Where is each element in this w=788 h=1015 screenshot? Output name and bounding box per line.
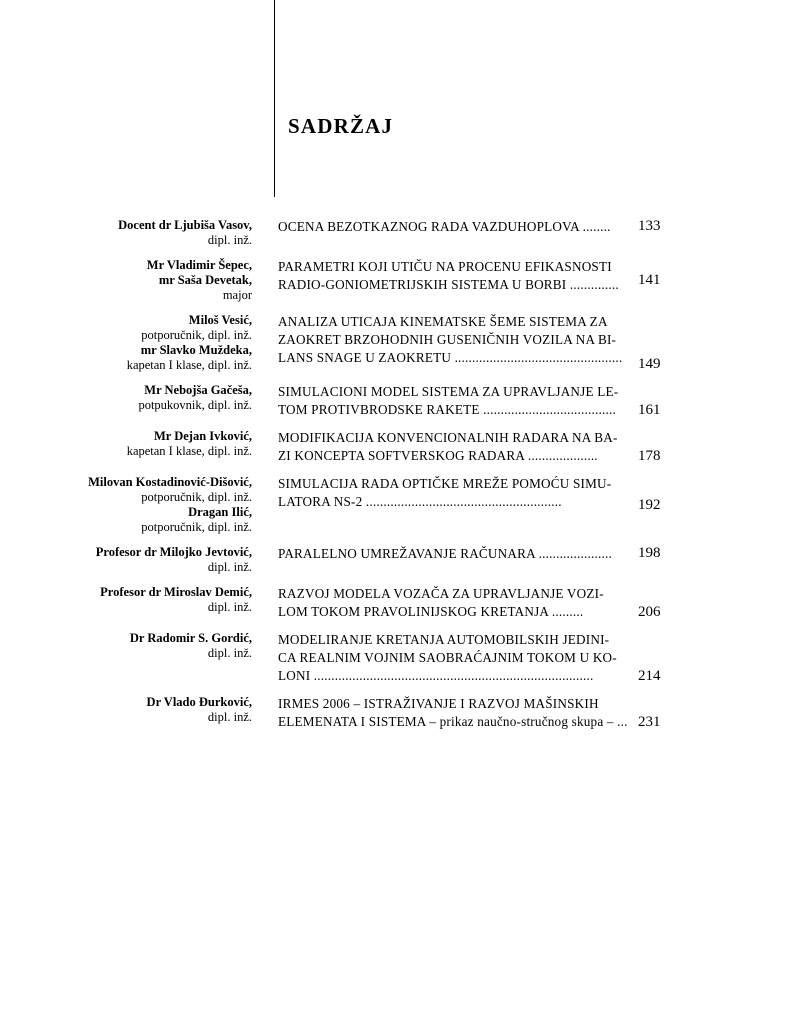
entry-page-number: 141 [638,272,661,288]
entry-authors [0,313,262,373]
entry-title-line: OCENA BEZOTKAZNOG RADA VAZDUHOPLOVA ........ [278,219,611,234]
entry-title-line: ZI KONCEPTA SOFTVERSKOG RADARA .................... [278,448,598,463]
toc-entry [0,313,788,373]
author-line: dipl. inž. [207,560,252,574]
author-line: Profesor dr Milojko Jevtović, [95,545,252,559]
entry-title-line: ANALIZA UTICAJA KINEMATSKE ŠEME SISTEMA ZA [278,314,608,329]
author-line: Profesor dr Miroslav Demić, [100,585,252,599]
entry-title [262,429,630,465]
entry-title [262,585,630,621]
entry-page-number: 214 [638,668,661,684]
entry-title-line: ELEMENATA I SISTEMA – prikaz naučno-stručnog skupa – ... [278,714,628,729]
author-line: potporučnik, dipl. inž. [141,520,252,534]
entry-title-line: ZAOKRET BRZOHODNIH GUSENIČNIH VOZILA NA BI- [278,332,617,347]
entry-page-number: 192 [638,496,661,513]
author-line: potporučnik, dipl. inž. [141,328,252,342]
entry-authors [0,429,262,459]
entry-title-line: LOM TOKOM PRAVOLINIJSKOG KRETANJA ......... [278,604,584,619]
entry-title-line: PARAMETRI KOJI UTIČU NA PROCENU EFIKASNOSTI [278,259,612,274]
entry-authors [0,218,262,248]
entry-title-line: CA REALNIM VOJNIM SAOBRAĆAJNIM TOKOM U KO- [278,650,617,665]
entry-title-line: RADIO-GONIOMETRIJSKIH SISTEMA U BORBI .............. [278,277,619,292]
entry-title-line: MODIFIKACIJA KONVENCIONALNIH RADARA NA BA- [278,430,618,445]
author-line: kapetan I klase, dipl. inž. [126,358,252,372]
author-line: dipl. inž. [207,710,252,724]
page-title: SADRŽAJ [288,114,394,138]
toc-entry [0,545,788,575]
entry-authors [0,695,262,725]
toc-entry [0,475,788,535]
entry-title [262,475,630,511]
table-of-contents [0,218,788,741]
author-line: potporučnik, dipl. inž. [141,490,252,504]
entry-title [262,313,630,367]
toc-entry [0,429,788,465]
author-line: dipl. inž. [207,233,252,247]
toc-entry [0,218,788,248]
entry-page-number: 161 [638,402,661,418]
vertical-rule [274,0,275,197]
entry-authors [0,545,262,575]
entry-page-number: 206 [638,604,661,620]
entry-title [262,695,630,731]
entry-title-line: PARALELNO UMREŽAVANJE RAČUNARA ..................... [278,546,613,561]
entry-page-number: 198 [638,545,661,561]
toc-entry [0,631,788,685]
toc-entry [0,695,788,731]
entry-title [262,218,630,236]
author-line: Mr Dejan Ivković, [153,429,252,443]
entry-page-number: 231 [638,714,661,730]
entry-page-number: 178 [638,448,661,464]
entry-title [262,545,630,563]
author-line: mr Saša Devetak, [158,273,252,287]
entry-title-line: LANS SNAGE U ZAOKRETU ................................................ [278,350,623,365]
entry-authors [0,258,262,303]
entry-page-number: 149 [638,356,661,372]
author-line: major [222,288,252,302]
entry-authors [0,475,262,535]
author-line: Dr Radomir S. Gordić, [129,631,252,645]
entry-title [262,631,630,685]
entry-title-line: SIMULACIJA RADA OPTIČKE MREŽE POMOĆU SIMU- [278,476,612,491]
author-line: potpukovnik, dipl. inž. [138,398,252,412]
entry-page-number: 133 [638,218,661,234]
author-line: dipl. inž. [207,600,252,614]
author-line: Dr Vlado Đurković, [146,695,252,709]
entry-title [262,383,630,419]
entry-authors [0,585,262,615]
entry-authors [0,631,262,661]
author-line: Mr Nebojša Gačeša, [144,383,252,397]
entry-title-line: RAZVOJ MODELA VOZAČA ZA UPRAVLJANJE VOZI- [278,586,604,601]
author-line: mr Slavko Muždeka, [140,343,252,357]
author-line: Dragan Ilić, [188,505,252,519]
entry-title-line: LONI ................................................................................ [278,668,594,683]
entry-title-line: MODELIRANJE KRETANJA AUTOMOBILSKIH JEDINI- [278,632,610,647]
entry-title-line: TOM PROTIVBRODSKE RAKETE ...................................... [278,402,617,417]
entry-title [262,258,630,294]
author-line: Mr Vladimir Šepec, [146,258,252,272]
toc-entry [0,383,788,419]
entry-authors [0,383,262,413]
author-line: Docent dr Ljubiša Vasov, [118,218,252,232]
toc-entry [0,585,788,621]
author-line: dipl. inž. [207,646,252,660]
author-line: kapetan I klase, dipl. inž. [126,444,252,458]
entry-title-line: SIMULACIONI MODEL SISTEMA ZA UPRAVLJANJE LE- [278,384,619,399]
author-line: Miloš Vesić, [188,313,252,327]
toc-entry [0,258,788,303]
entry-title-line: IRMES 2006 – ISTRAŽIVANJE I RAZVOJ MAŠINSKIH [278,696,599,711]
author-line: Milovan Kostadinović-Dišović, [88,475,252,489]
entry-title-line: LATORA NS-2 ........................................................ [278,494,562,509]
